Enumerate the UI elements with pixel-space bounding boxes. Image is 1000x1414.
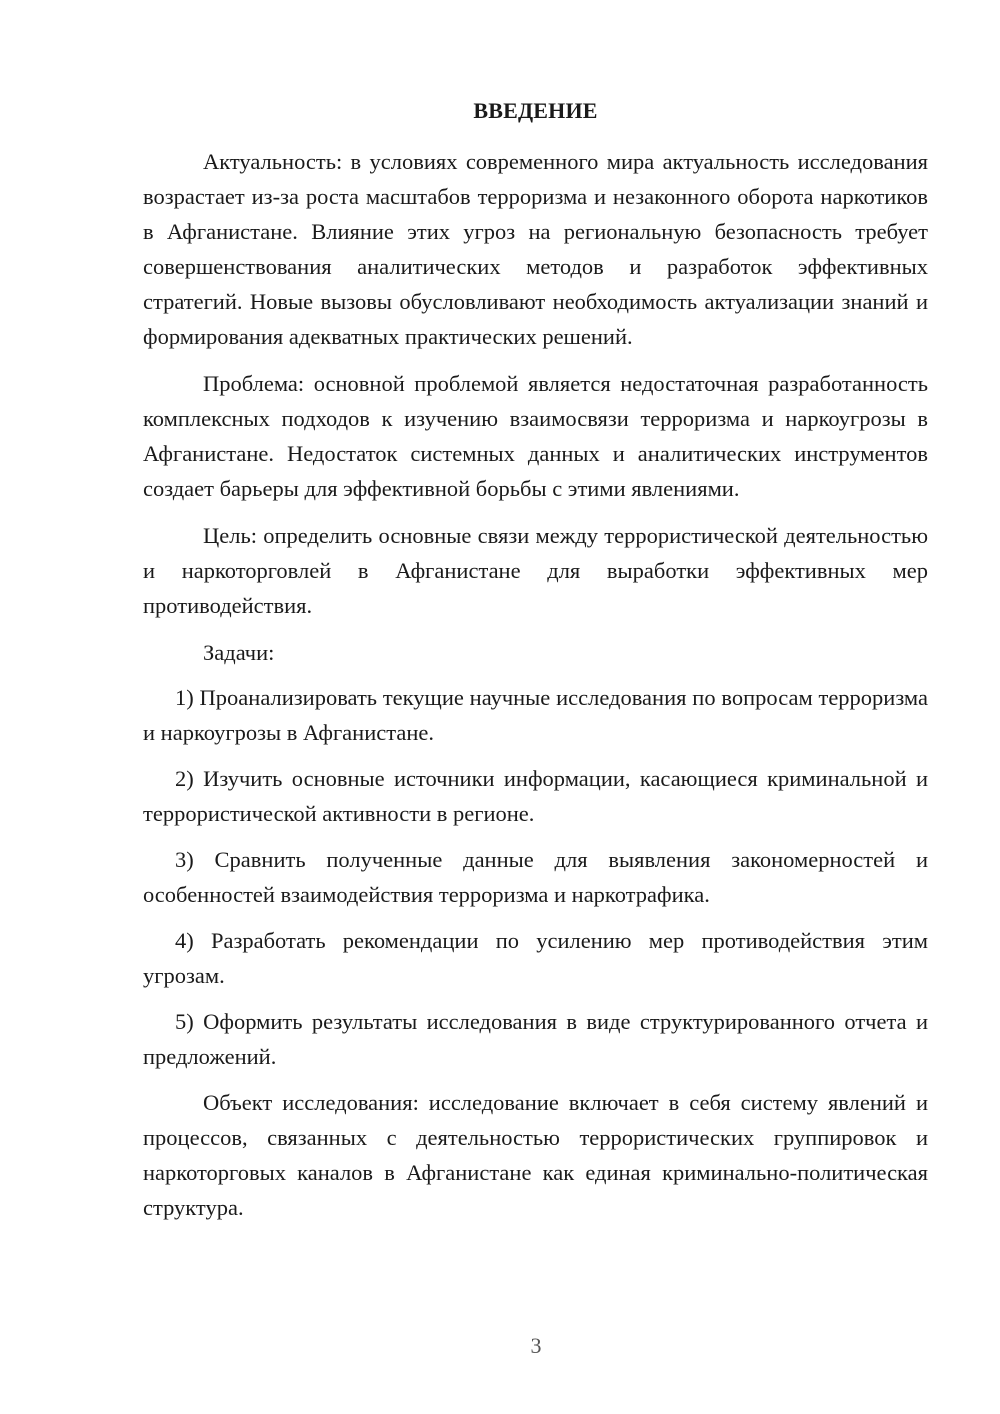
page-title: ВВЕДЕНИЕ: [473, 98, 598, 123]
page-number: 3: [530, 1333, 542, 1358]
relevance-paragraph: Актуальность: в условиях современного мира актуальность исследования возрастает из-за роста масштабов терроризма и незаконного оборота наркотиков в Афганистане. Влияние этих угроз на региональную безопасность требует совершенствования аналитических методов и разработок эффективных стратегий. Новые вызовы обусловливают необходимость актуализации знаний и формирования адекватных практических решений.: [143, 149, 928, 349]
task-item-5: 5) Оформить результаты исследования в виде структурированного отчета и предложений.: [143, 1009, 928, 1069]
task-item-1: 1) Проанализировать текущие научные исследования по вопросам терроризма и наркоугрозы в Афганистане.: [143, 685, 928, 745]
object-paragraph: Объект исследования: исследование включает в себя систему явлений и процессов, связанных с деятельностью террористических группировок и наркоторговых каналов в Афганистане как единая криминально-политическая структура.: [143, 1090, 928, 1220]
tasks-list: [143, 680, 928, 1074]
tasks-heading: Задачи:: [203, 640, 275, 665]
page-content: [143, 96, 928, 1237]
task-item-3: 3) Сравнить полученные данные для выявления закономерностей и особенностей взаимодействия терроризма и наркотрафика.: [143, 847, 928, 907]
goal-paragraph: Цель: определить основные связи между террористической деятельностью и наркоторговлей в Афганистане для выработки эффективных мер противодействия.: [143, 523, 928, 618]
task-item-4: 4) Разработать рекомендации по усилению мер противодействия этим угрозам.: [143, 928, 928, 988]
task-item-2: 2) Изучить основные источники информации, касающиеся криминальной и террористической активности в регионе.: [143, 766, 928, 826]
problem-paragraph: Проблема: основной проблемой является недостаточная разработанность комплексных подходов к изучению взаимосвязи терроризма и наркоугрозы в Афганистане. Недостаток системных данных и аналитических инструментов создает барьеры для эффективной борьбы с этими явлениями.: [143, 371, 928, 501]
